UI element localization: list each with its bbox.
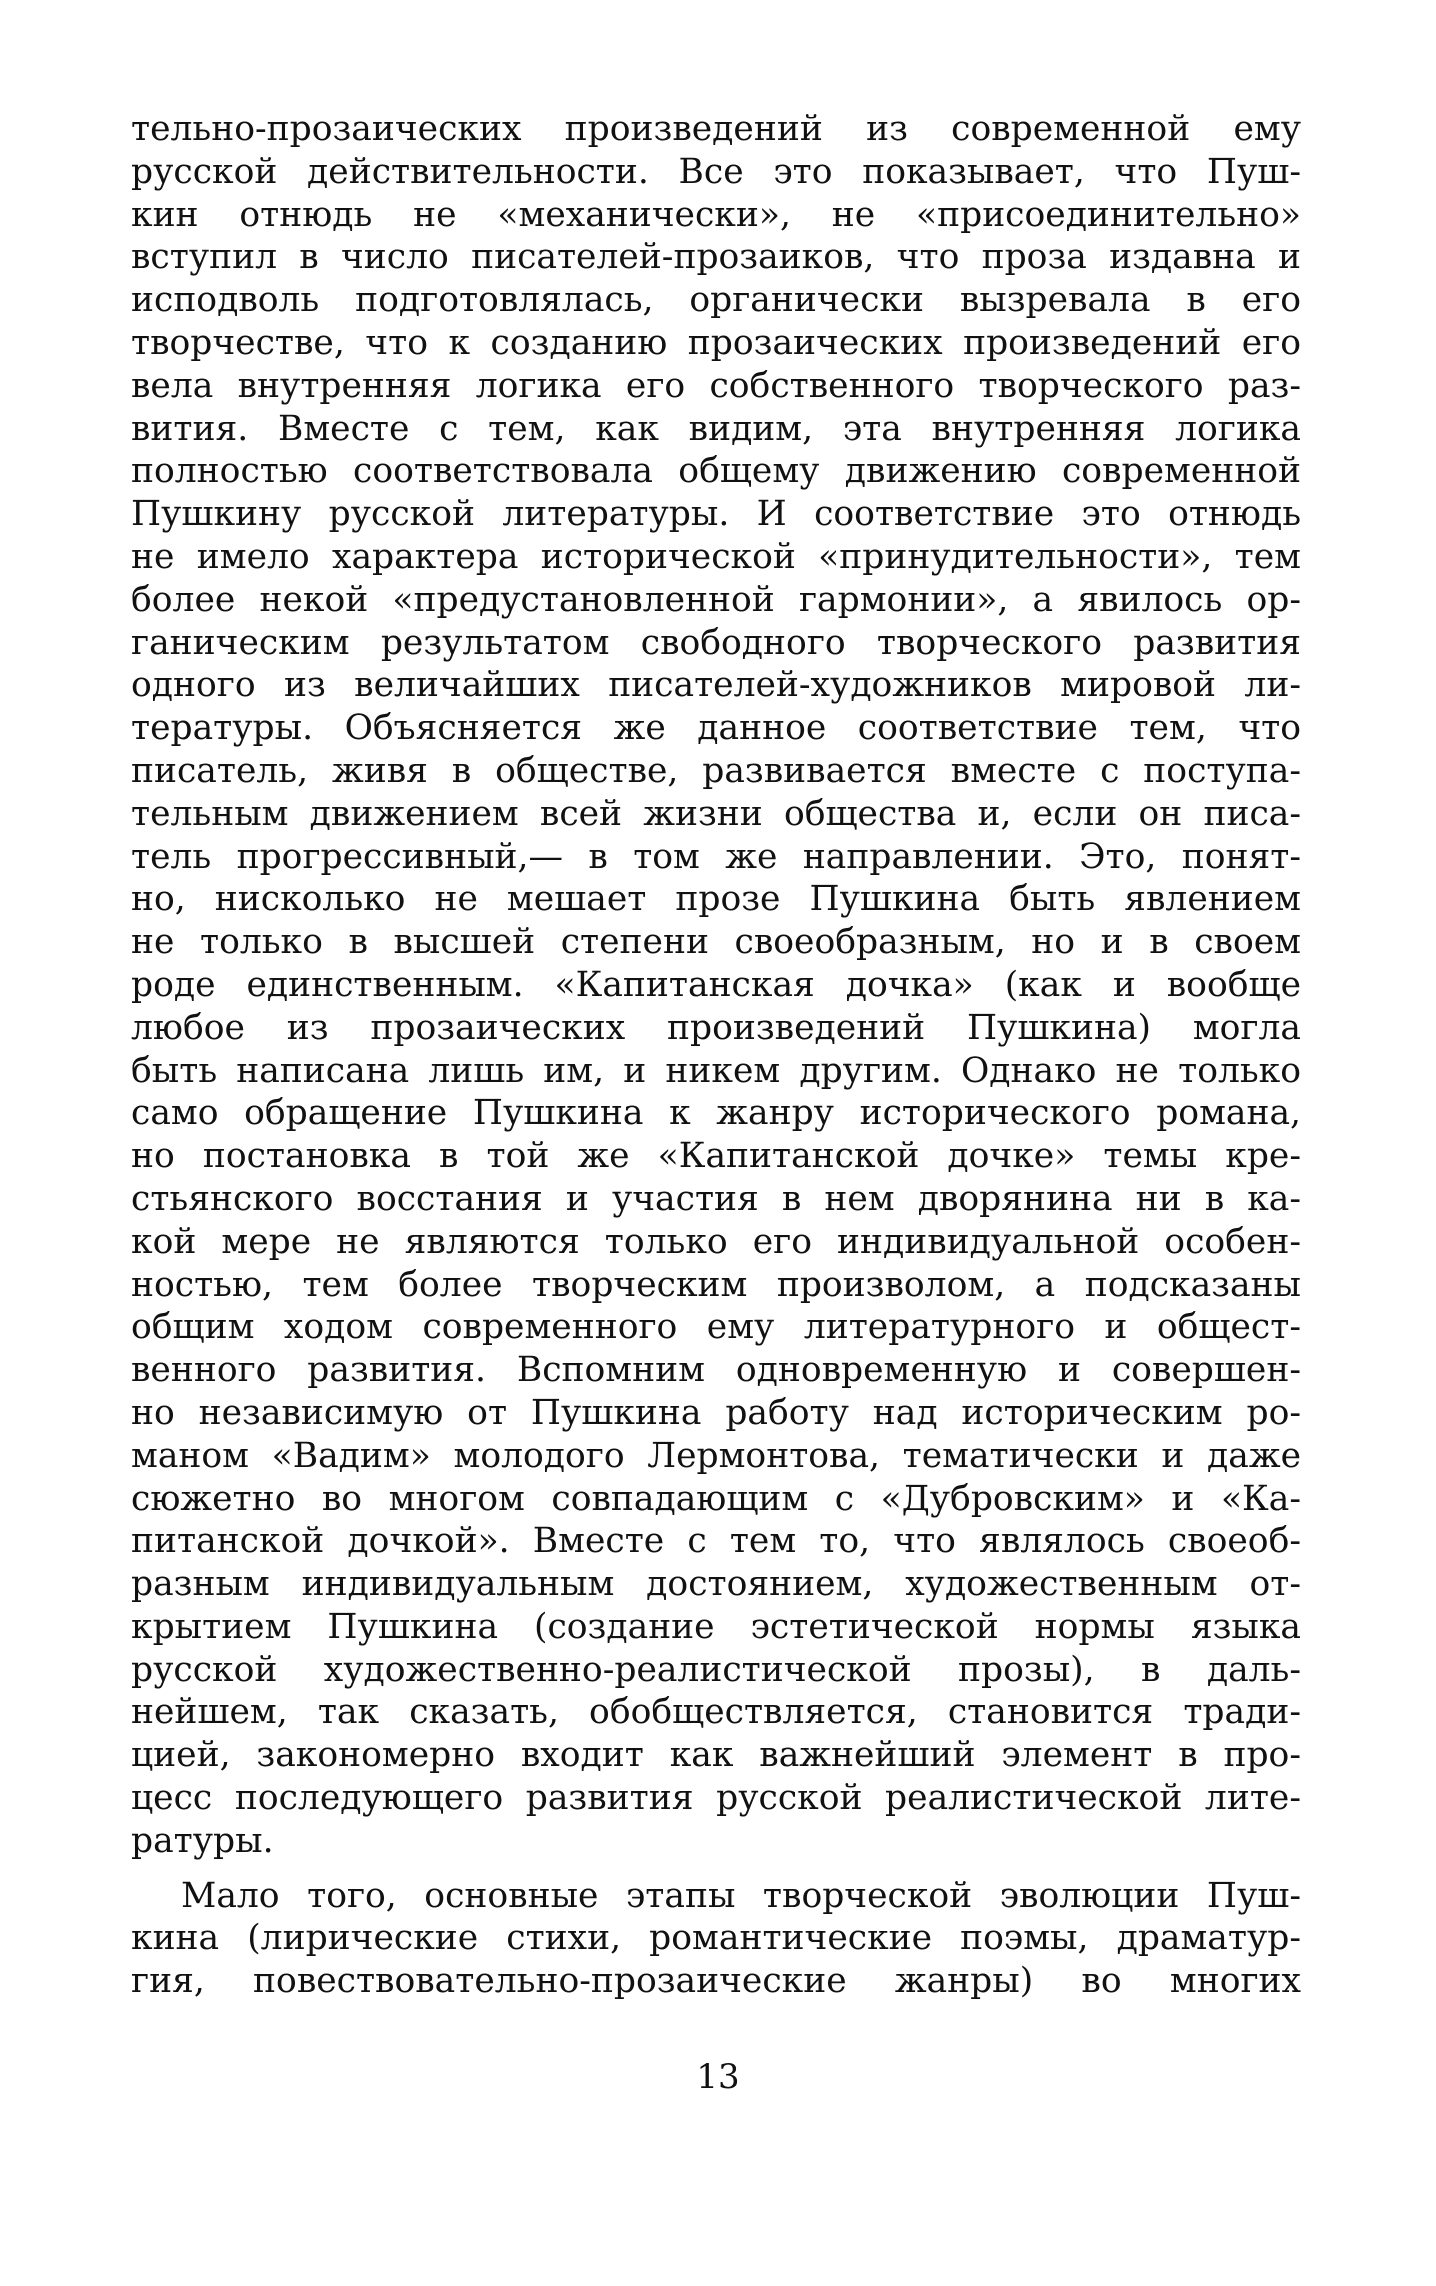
text-line: но, нисколько не мешает прозе Пушкина быть явлением [131, 879, 1301, 920]
text-line: ганическим результатом свободного творческого развития [131, 622, 1301, 663]
text-line: маном «Вадим» молодого Лермонтова, тематически и даже [131, 1435, 1301, 1476]
paragraph-gap [131, 1863, 1301, 1875]
text-line: творчестве, что к созданию прозаических произведений его [131, 322, 1301, 363]
text-line: крытием Пушкина (создание эстетической нормы языка [131, 1606, 1301, 1647]
text-line: разным индивидуальным достоянием, художественным от- [131, 1564, 1301, 1605]
body-text [131, 108, 1301, 2003]
text-line: быть написана лишь им, и никем другим. Однако не только [131, 1050, 1301, 1091]
text-line: стьянского восстания и участия в нем дворянина ни в ка- [131, 1178, 1301, 1219]
text-line: кой мере не являются только его индивидуальной особен- [131, 1221, 1301, 1262]
text-line: Пушкину русской литературы. И соответствие это отнюдь [131, 494, 1301, 535]
text-line: питанской дочкой». Вместе с тем то, что являлось своеоб- [131, 1521, 1301, 1562]
text-line: вития. Вместе с тем, как видим, эта внутренняя логика [131, 408, 1301, 449]
text-line: вела внутренняя логика его собственного творческого раз- [131, 365, 1301, 406]
text-line: Мало того, основные этапы творческой эволюции Пуш- [181, 1875, 1301, 1916]
paragraph-2 [131, 1875, 1301, 2003]
text-line: нейшем, так сказать, обобществляется, становится тради- [131, 1692, 1301, 1733]
text-line: венного развития. Вспомним одновременную и совершен- [131, 1350, 1301, 1391]
text-line: писатель, живя в обществе, развивается вместе с поступа- [131, 750, 1301, 791]
text-line: русской художественно-реалистической прозы), в даль- [131, 1649, 1301, 1690]
text-line: исподволь подготовлялась, органически вызревала в его [131, 280, 1301, 321]
text-line: ратуры. [131, 1820, 274, 1861]
text-line: общим ходом современного ему литературного и общест- [131, 1307, 1301, 1348]
text-line: роде единственным. «Капитанская дочка» (как и вообще [131, 964, 1301, 1005]
page-number: 13 [696, 2057, 740, 2097]
text-line: но постановка в той же «Капитанской дочке» темы кре- [131, 1136, 1301, 1177]
text-line: тель прогрессивный,— в том же направлении. Это, понят- [131, 836, 1301, 877]
text-line: цесс последующего развития русской реалистической лите- [131, 1778, 1301, 1819]
text-line: любое из прозаических произведений Пушкина) могла [131, 1007, 1301, 1048]
text-line: тературы. Объясняется же данное соответствие тем, что [131, 708, 1301, 749]
text-line: не имело характера исторической «принудительности», тем [131, 536, 1301, 577]
text-line: само обращение Пушкина к жанру исторического романа, [131, 1093, 1301, 1134]
text-line: вступил в число писателей-прозаиков, что проза издавна и [131, 237, 1301, 278]
text-line: русской действительности. Все это показывает, что Пуш- [131, 151, 1301, 192]
text-line: не только в высшей степени своеобразным, но и в своем [131, 922, 1301, 963]
text-line: кин отнюдь не «механически», не «присоединительно» [131, 194, 1301, 235]
text-line: более некой «предустановленной гармонии», а явилось ор- [131, 579, 1301, 620]
paragraph-1 [131, 108, 1301, 1863]
text-line: гия, повествовательно-прозаические жанры) во многих [131, 1961, 1301, 2002]
text-line: ностью, тем более творческим произволом, а подсказаны [131, 1264, 1301, 1305]
text-line: сюжетно во многом совпадающим с «Дубровским» и «Ка- [131, 1478, 1301, 1519]
text-line: но независимую от Пушкина работу над историческим ро- [131, 1392, 1301, 1433]
text-line: кина (лирические стихи, романтические поэмы, драматур- [131, 1918, 1301, 1959]
text-line: полностью соответствовала общему движению современной [131, 451, 1301, 492]
text-line: цией, закономерно входит как важнейший элемент в про- [131, 1735, 1301, 1776]
text-line: тельным движением всей жизни общества и, если он писа- [131, 793, 1301, 834]
text-line: одного из величайших писателей-художников мировой ли- [131, 665, 1301, 706]
text-line: тельно-прозаических произведений из современной ему [131, 109, 1301, 149]
